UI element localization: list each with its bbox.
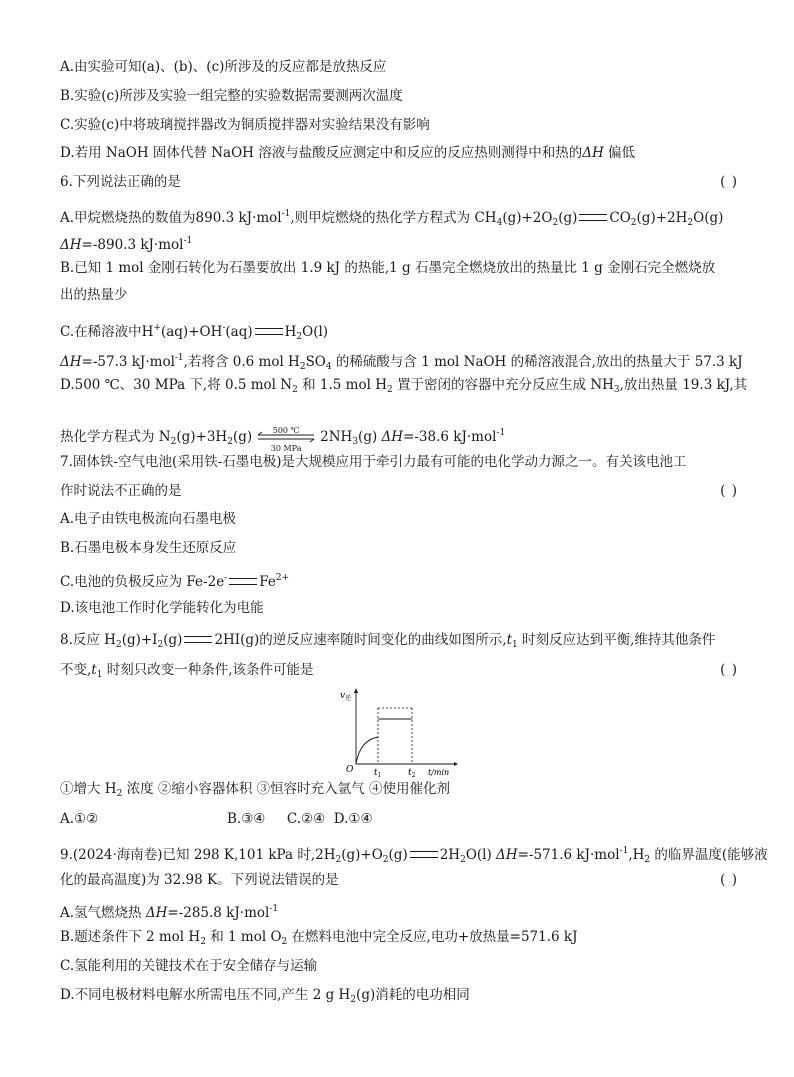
q6-option-a: A.甲烷燃烧热的数值为890.3 kJ·mol$^{-1}$,则甲烷燃烧的热化学方程式为 $CH_4(g)+2O_2(g)$ $CO_2(g)+2H_2O(g)$ <box>60 209 724 228</box>
q6-option-c-line2: ΔH=-57.3 kJ·mol$^{-1}$,若将含 0.6 mol $H_2SO_4$ 的稀硫酸与含 1 mol NaOH 的稀溶液混合,放出的热量大于 57.3 kJ <box>60 353 743 372</box>
q7-option-a: A.电子由铁电极流向石墨电极 <box>60 511 237 527</box>
equals-sign <box>184 636 212 643</box>
q9-option-d: D.不同电极材料电解水所需电压不同,产生 2 g $H_2(g)$消耗的电功相同 <box>60 987 470 1005</box>
q6-option-d-line2: 热化学方程式为 $N_2(g)+3H_2(g)$ 500 ℃ 30 MPa $2NH_3(g)$ ΔH=-38.6 kJ·mol$^{-1}$ <box>60 425 506 453</box>
y-axis-arrow-icon <box>354 688 358 693</box>
q9-stem-line1: 9.(2024·海南卷)已知 298 K,101 kPa 时$,2H_2(g)+O_2(g)$ $2H_2O(l)$ ΔH=-571.6 $kJ\cdot mol^{-1},H_2$ 的临界温度(能够液 <box>60 846 768 865</box>
q7-option-c: C.电池的负极反应为 Fe-2e- $Fe^{2+}$ <box>60 573 290 590</box>
q8-options: ①增大 $H_2$ 浓度 ②缩小容器体积 ③恒容时充入氩气 ④使用催化剂 <box>60 781 450 799</box>
equals-sign <box>410 851 438 858</box>
y-axis-label: $v_逆$ <box>340 691 352 702</box>
q9-option-c: C.氢能利用的关键技术在于安全储存与运输 <box>60 958 318 974</box>
q6-option-c-line1: C.在稀溶液中H+(aq)+OH-(aq) $H_2O(l)$ <box>60 323 329 342</box>
q6-option-b-line1: B.已知 1 mol 金刚石转化为石墨要放出 1.9 kJ 的热能,1 g 石墨完全燃烧放出的热量比 1 g 金刚石完全燃烧放 <box>60 260 716 276</box>
x-axis-label: t/min <box>428 768 450 777</box>
q5-option-d: D.若用 NaOH 固体代替 NaOH 溶液与盐酸反应测定中和反应的反应热则测得中和热的ΔH 偏低 <box>60 145 636 161</box>
q6-option-d-line1: D.500 ℃、30 MPa 下,将 0.5 mol $N_2$ 和 1.5 mol $H_2$ 置于密闭的容器中充分反应生成 $NH_3$,放出热量 19.3 kJ,其 <box>60 377 748 395</box>
q6-answer-blank: ( ) <box>720 174 738 190</box>
q9-answer-blank: ( ) <box>720 872 738 888</box>
origin-label: O <box>346 765 354 775</box>
equals-sign <box>255 328 283 335</box>
q6-option-a-dh: ΔH=-890.3 kJ·mol$^{-1}$ <box>60 236 193 253</box>
q6-stem: 6.下列说法正确的是 <box>60 174 181 190</box>
equals-sign <box>229 578 257 585</box>
reversible-arrow: 500 ℃ 30 MPa <box>256 429 316 447</box>
q7-option-d: D.该电池工作时化学能转化为电能 <box>60 600 264 616</box>
q9-option-a: A.氢气燃烧热 ΔH=-285.8 kJ·mol$^{-1}$ <box>60 904 279 921</box>
q5-option-c: C.实验(c)中将玻璃搅拌器改为铜质搅拌器对实验结果没有影响 <box>60 117 430 133</box>
q7-answer-blank: ( ) <box>720 483 738 499</box>
reverse-rate-curve <box>356 737 378 764</box>
q8-answer-blank: ( ) <box>720 662 738 678</box>
q8-stem-line1: 8.反应 $H_2(g)+I_2(g)$ 2HI(g)的逆反应速率随时间变化的曲线如图所示$,t_1$ 时刻反应达到平衡,维持其他条件 <box>60 632 716 650</box>
q7-stem-line2: 作时说法不正确的是 <box>60 483 182 499</box>
equals-sign <box>579 214 607 221</box>
q7-stem-line1: 7.固体铁-空气电池(采用铁-石墨电极)是大规模应用于牵引力最有可能的电化学动力源之一。有关该电池工 <box>60 454 687 470</box>
q5-option-b: B.实验(c)所涉及实验一组完整的实验数据需要测两次温度 <box>60 88 403 104</box>
t2-label: $t_2$ <box>408 768 416 778</box>
x-axis-arrow-icon <box>454 762 458 766</box>
t1-label: $t_1$ <box>374 768 382 778</box>
q9-option-b: B.题述条件下 2 mol $H_2$ 和 1 mol $O_2$ 在燃料电池中完全反应,电功+放热量=571.6 kJ <box>60 929 578 947</box>
q8-answers: A.①② B.③④ C.②④ D.①④ <box>60 811 373 827</box>
q9-stem-line2: 化的最高温度)为 32.98 K。下列说法错误的是 <box>60 872 339 888</box>
q6-option-b-line2: 出的热量少 <box>60 287 128 303</box>
q7-option-b: B.石墨电极本身发生还原反应 <box>60 540 237 556</box>
q8-stem-line2: 不变$,t_1$ 时刻只改变一种条件,该条件可能是 <box>60 662 314 680</box>
q8-velocity-time-graph <box>336 686 460 778</box>
q5-option-a: A.由实验可知(a)、(b)、(c)所涉及的反应都是放热反应 <box>60 59 387 75</box>
